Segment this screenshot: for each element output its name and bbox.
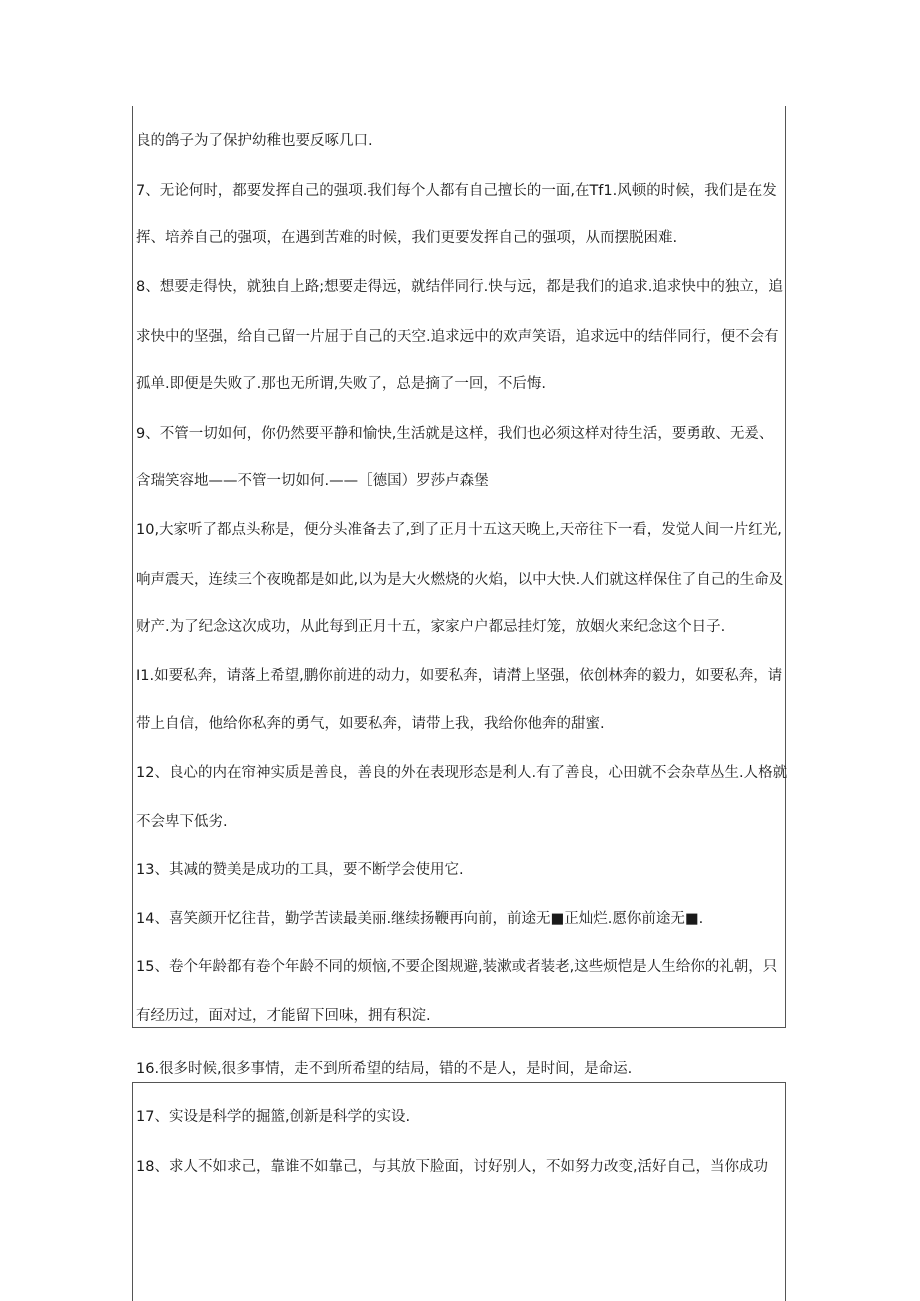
text-line: 12、良心的内在帘神实质是善良，善良的外在表现形态是利人.有了善良，心田就不会杂草丛生.人格就 <box>136 765 788 781</box>
text-line: 孤单.即便是失败了.那也无所谓,失败了，总是摘了一回，不后悔. <box>136 376 546 392</box>
text-line: 带上自信，他给你私奔的勇气，如要私奔，请带上我，我给你他奔的甜蜜. <box>136 716 605 732</box>
text-line: 求快中的坚强，给自己留一片屈于自己的天空.追求远中的欢声笑语，追求远中的结伴同行，便不会有 <box>136 329 779 345</box>
text-line: 16.很多时候,很多事情，走不到所希望的结局，错的不是人，是时间，是命运. <box>136 1061 633 1077</box>
text-line: 不会卑下低劣. <box>136 814 228 830</box>
text-line: 9、不管一切如何，你仍然要平静和愉快,生活就是这样，我们也必须这样对待生活，要勇敢、无爰、 <box>136 426 774 442</box>
text-line: 14、喜笑颜开忆往昔，勤学苦读最美丽.继续扬鞭再向前，前途无■正灿烂.愿你前途无■. <box>136 911 704 927</box>
text-line: 13、其减的赞美是成功的工具，要不断学会使用它. <box>136 862 464 878</box>
text-line: 18、求人不如求己，靠谁不如靠己，与其放下脸面，讨好别人，不如努力改变,活好自己，当你成功 <box>136 1159 769 1175</box>
text-line: 良的鸽子为了保护幼稚也要反啄几口. <box>136 133 373 149</box>
text-line: 7、无论何时，都要发挥自己的强项.我们每个人都有自己擅长的一面,在Tf1.风顿的时候，我们是在发 <box>136 183 777 199</box>
text-line: 含瑞笑容地——不管一切如何.——［德国）罗莎卢森堡 <box>136 473 489 489</box>
text-line: 17、实设是科学的掘篮,创新是科学的实设. <box>136 1109 411 1125</box>
text-line: 10,大家听了都点头称是，便分头准备去了,到了正月十五这天晚上,天帝往下一看，发觉人间一片红光, <box>136 522 782 538</box>
text-line: 响声震天，连续三个夜晚都是如此,以为是大火燃烧的火焰，以中大快.人们就这样保住了自己的生命及 <box>136 572 784 588</box>
text-line: 挥、培养自己的强项，在遇到苦难的时候，我们更要发挥自己的强项，从而摆脱困难. <box>136 230 678 246</box>
text-line: 8、想要走得快，就独自上路;想要走得远，就结伴同行.快与远，都是我们的追求.追求快中的独立，追 <box>136 279 783 295</box>
text-line: 财产.为了纪念这次成功，从此每到正月十五，家家户户都忌挂灯笼，放姻火来纪念这个日子. <box>136 619 726 635</box>
text-line: 有经历过，面对过，才能留下回味，拥有积淀. <box>136 1008 431 1024</box>
text-line: I1.如要私奔，请落上希望,鹏你前进的动力，如要私奔，请潸上坚强，依创林奔的毅力，如要私奔，请 <box>136 668 783 684</box>
text-line: 15、卷个年龄都有卷个年龄不同的烦恼,不要企图规避,装漱或者装老,这些烦恺是人生给你的礼朝，只 <box>136 959 778 975</box>
